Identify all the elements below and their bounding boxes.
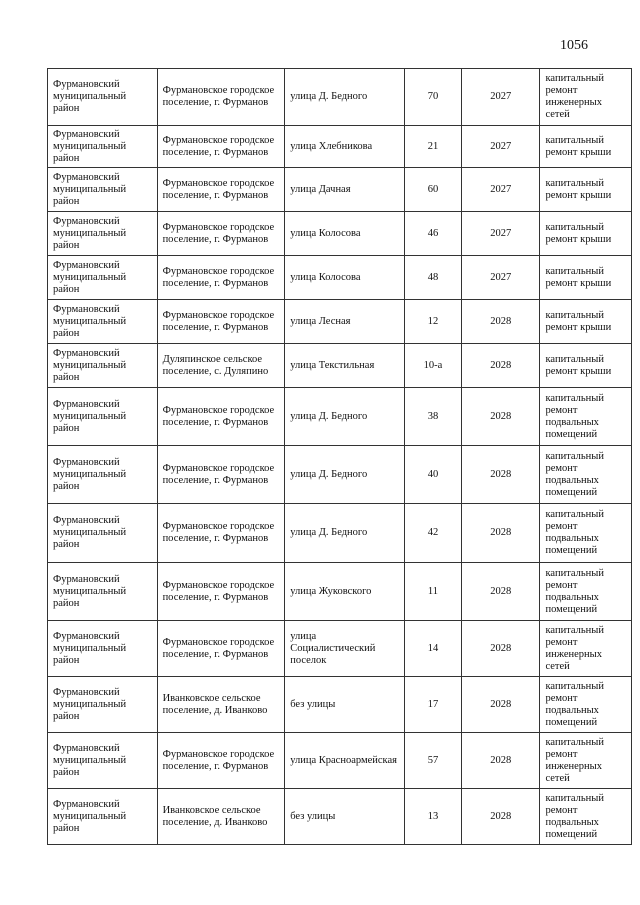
year-cell: 2028	[462, 621, 540, 677]
year-cell: 2027	[462, 256, 540, 300]
work-type-cell: капитальный ремонт крыши	[540, 300, 632, 344]
house-number-cell: 57	[404, 733, 461, 789]
settlement-cell: Иванковское сельское поселение, д. Иванково	[157, 677, 285, 733]
house-number-cell: 70	[404, 69, 461, 126]
year-cell: 2028	[462, 563, 540, 621]
year-cell: 2028	[462, 677, 540, 733]
table-row	[48, 789, 632, 845]
street-cell: без улицы	[285, 789, 405, 845]
year-cell: 2028	[462, 733, 540, 789]
street-cell: улица Социалистический поселок	[285, 621, 405, 677]
year-cell: 2027	[462, 168, 540, 212]
year-cell: 2028	[462, 300, 540, 344]
work-type-cell: капитальный ремонт подвальных помещений	[540, 504, 632, 563]
table-row	[48, 300, 632, 344]
district-cell: Фурмановский муниципальный район	[48, 621, 158, 677]
settlement-cell: Фурмановское городское поселение, г. Фурманов	[157, 621, 285, 677]
settlement-cell: Иванковское сельское поселение, д. Иванково	[157, 789, 285, 845]
district-cell: Фурмановский муниципальный район	[48, 677, 158, 733]
house-number-cell: 12	[404, 300, 461, 344]
street-cell: улица Д. Бедного	[285, 446, 405, 504]
housing-repair-table	[47, 68, 632, 845]
district-cell: Фурмановский муниципальный район	[48, 789, 158, 845]
year-cell: 2027	[462, 126, 540, 168]
year-cell: 2028	[462, 388, 540, 446]
settlement-cell: Фурмановское городское поселение, г. Фурманов	[157, 733, 285, 789]
work-type-cell: капитальный ремонт подвальных помещений	[540, 563, 632, 621]
settlement-cell: Фурмановское городское поселение, г. Фурманов	[157, 563, 285, 621]
table-row	[48, 168, 632, 212]
settlement-cell: Фурмановское городское поселение, г. Фурманов	[157, 69, 285, 126]
settlement-cell: Фурмановское городское поселение, г. Фурманов	[157, 212, 285, 256]
street-cell: улица Колосова	[285, 256, 405, 300]
house-number-cell: 14	[404, 621, 461, 677]
street-cell: без улицы	[285, 677, 405, 733]
street-cell: улица Колосова	[285, 212, 405, 256]
work-type-cell: капитальный ремонт инженерных сетей	[540, 733, 632, 789]
house-number-cell: 42	[404, 504, 461, 563]
street-cell: улица Д. Бедного	[285, 69, 405, 126]
district-cell: Фурмановский муниципальный район	[48, 256, 158, 300]
district-cell: Фурмановский муниципальный район	[48, 344, 158, 388]
year-cell: 2028	[462, 344, 540, 388]
settlement-cell: Фурмановское городское поселение, г. Фурманов	[157, 388, 285, 446]
street-cell: улица Д. Бедного	[285, 504, 405, 563]
house-number-cell: 46	[404, 212, 461, 256]
district-cell: Фурмановский муниципальный район	[48, 388, 158, 446]
table-row	[48, 733, 632, 789]
table-row	[48, 621, 632, 677]
district-cell: Фурмановский муниципальный район	[48, 733, 158, 789]
table-row	[48, 212, 632, 256]
work-type-cell: капитальный ремонт крыши	[540, 126, 632, 168]
street-cell: улица Красноармейская	[285, 733, 405, 789]
year-cell: 2027	[462, 69, 540, 126]
year-cell: 2028	[462, 789, 540, 845]
table-row	[48, 388, 632, 446]
district-cell: Фурмановский муниципальный район	[48, 300, 158, 344]
table-row	[48, 126, 632, 168]
house-number-cell: 17	[404, 677, 461, 733]
year-cell: 2027	[462, 212, 540, 256]
settlement-cell: Фурмановское городское поселение, г. Фурманов	[157, 168, 285, 212]
work-type-cell: капитальный ремонт подвальных помещений	[540, 789, 632, 845]
table-row	[48, 504, 632, 563]
district-cell: Фурмановский муниципальный район	[48, 168, 158, 212]
work-type-cell: капитальный ремонт крыши	[540, 256, 632, 300]
house-number-cell: 38	[404, 388, 461, 446]
work-type-cell: капитальный ремонт подвальных помещений	[540, 388, 632, 446]
table-row	[48, 344, 632, 388]
street-cell: улица Жуковского	[285, 563, 405, 621]
house-number-cell: 11	[404, 563, 461, 621]
settlement-cell: Фурмановское городское поселение, г. Фурманов	[157, 300, 285, 344]
work-type-cell: капитальный ремонт подвальных помещений	[540, 446, 632, 504]
house-number-cell: 21	[404, 126, 461, 168]
year-cell: 2028	[462, 504, 540, 563]
table-row	[48, 69, 632, 126]
table-row	[48, 446, 632, 504]
table-body	[48, 69, 632, 845]
table-row	[48, 677, 632, 733]
settlement-cell: Фурмановское городское поселение, г. Фурманов	[157, 126, 285, 168]
house-number-cell: 10-а	[404, 344, 461, 388]
work-type-cell: капитальный ремонт крыши	[540, 212, 632, 256]
year-cell: 2028	[462, 446, 540, 504]
settlement-cell: Дуляпинское сельское поселение, с. Дуляпино	[157, 344, 285, 388]
street-cell: улица Д. Бедного	[285, 388, 405, 446]
house-number-cell: 60	[404, 168, 461, 212]
page-number: 1056	[560, 38, 588, 53]
district-cell: Фурмановский муниципальный район	[48, 126, 158, 168]
settlement-cell: Фурмановское городское поселение, г. Фурманов	[157, 446, 285, 504]
house-number-cell: 40	[404, 446, 461, 504]
house-number-cell: 48	[404, 256, 461, 300]
work-type-cell: капитальный ремонт инженерных сетей	[540, 621, 632, 677]
work-type-cell: капитальный ремонт инженерных сетей	[540, 69, 632, 126]
table-row	[48, 563, 632, 621]
district-cell: Фурмановский муниципальный район	[48, 212, 158, 256]
settlement-cell: Фурмановское городское поселение, г. Фурманов	[157, 256, 285, 300]
street-cell: улица Текстильная	[285, 344, 405, 388]
street-cell: улица Хлебникова	[285, 126, 405, 168]
street-cell: улица Лесная	[285, 300, 405, 344]
work-type-cell: капитальный ремонт крыши	[540, 344, 632, 388]
table-row	[48, 256, 632, 300]
work-type-cell: капитальный ремонт крыши	[540, 168, 632, 212]
district-cell: Фурмановский муниципальный район	[48, 504, 158, 563]
district-cell: Фурмановский муниципальный район	[48, 563, 158, 621]
settlement-cell: Фурмановское городское поселение, г. Фурманов	[157, 504, 285, 563]
work-type-cell: капитальный ремонт подвальных помещений	[540, 677, 632, 733]
street-cell: улица Дачная	[285, 168, 405, 212]
house-number-cell: 13	[404, 789, 461, 845]
district-cell: Фурмановский муниципальный район	[48, 69, 158, 126]
district-cell: Фурмановский муниципальный район	[48, 446, 158, 504]
